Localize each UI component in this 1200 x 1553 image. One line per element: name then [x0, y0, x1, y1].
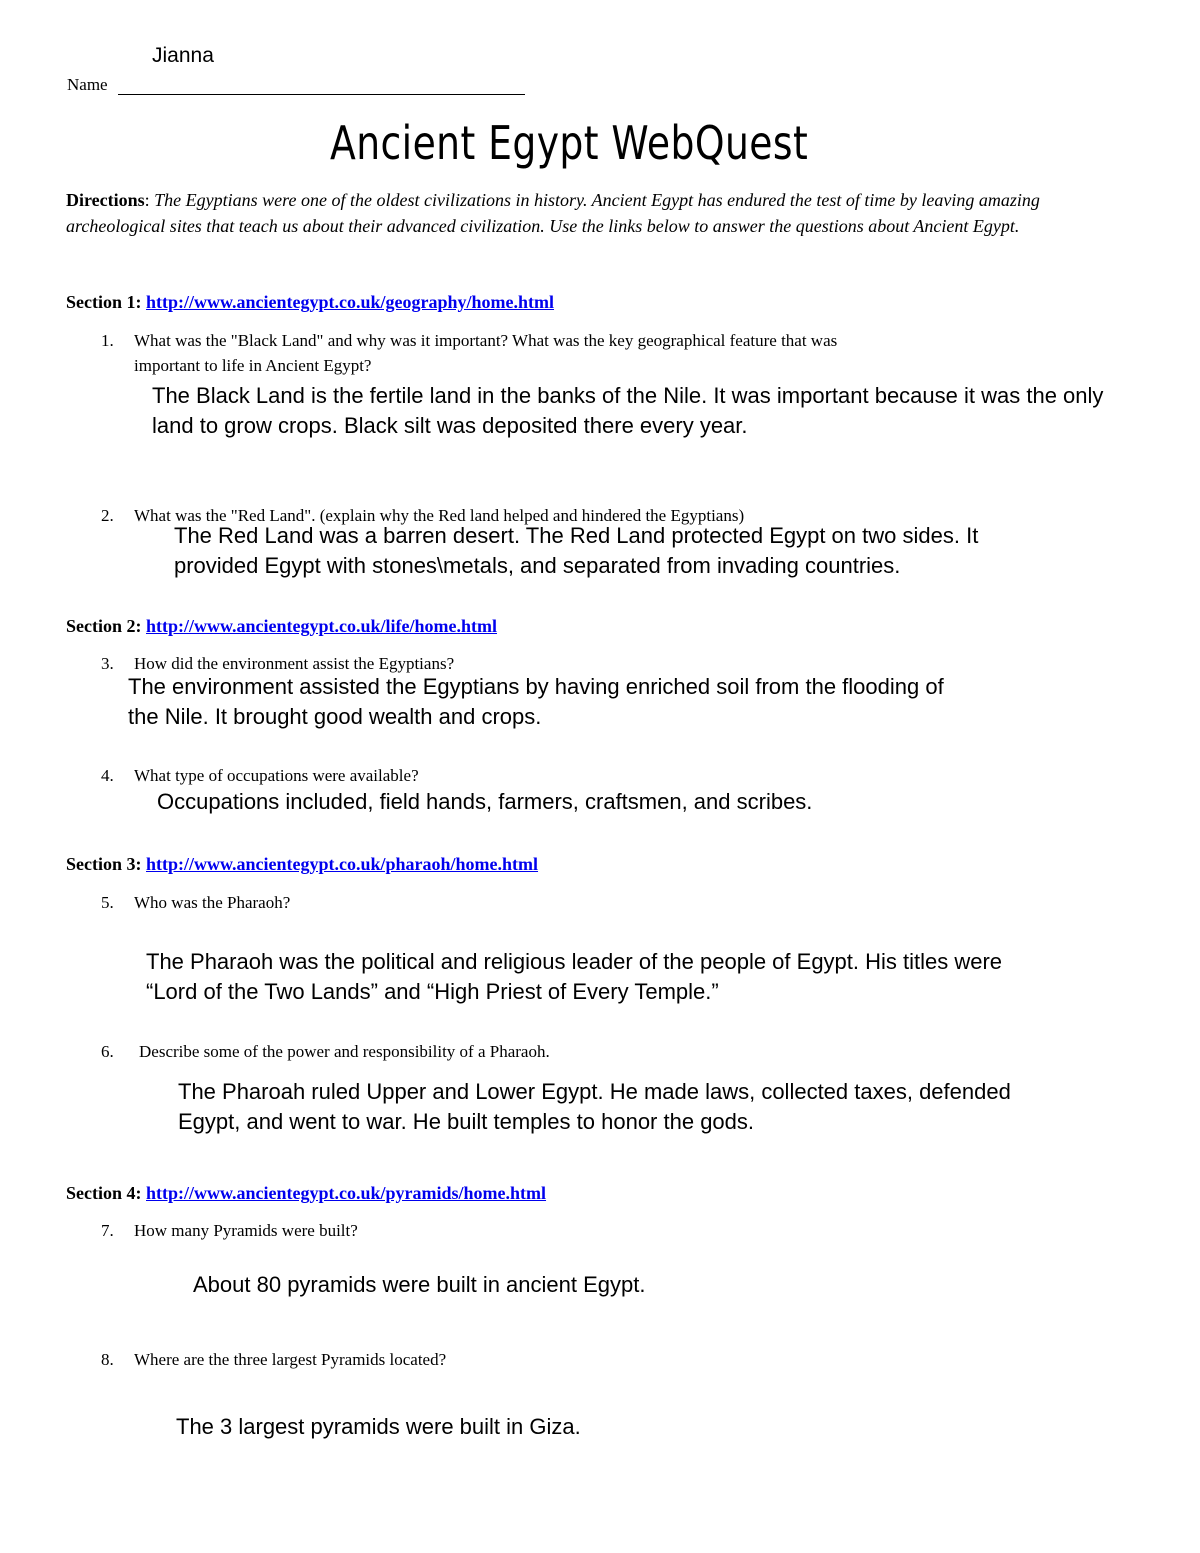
- question-text: How did the environment assist the Egyptians?: [134, 654, 455, 673]
- student-name: Jianna: [152, 44, 214, 67]
- name-label: Name: [67, 75, 108, 94]
- question-number: 7.: [101, 1221, 114, 1240]
- directions-text: The Egyptians were one of the oldest civilizations in history. Ancient Egypt has endured the test of time by leaving amazing archeological sites that teach us about their advanced civilization. Use the links below to answer the questions about Ancient Egypt.: [66, 190, 1040, 236]
- section-4-heading: [66, 1183, 546, 1204]
- question-text: Describe some of the power and responsibility of a Pharaoh.: [139, 1042, 550, 1061]
- question-number: 4.: [101, 766, 114, 785]
- question-text: What was the "Black Land" and why was it important? What was the key geographical feature that was: [134, 331, 838, 350]
- question-text: What type of occupations were available?: [134, 766, 419, 785]
- question-number: 8.: [101, 1350, 114, 1369]
- question-text: Where are the three largest Pyramids located?: [134, 1350, 447, 1369]
- section-label: Section 1:: [66, 292, 142, 312]
- name-line: [118, 94, 525, 95]
- section-link[interactable]: http://www.ancientegypt.co.uk/life/home.html: [146, 616, 497, 636]
- question-text: What was the "Red Land". (explain why the Red land helped and hindered the Egyptians): [134, 506, 745, 525]
- section-link[interactable]: http://www.ancientegypt.co.uk/pharaoh/home.html: [146, 854, 539, 874]
- question-text-cont: important to life in Ancient Egypt?: [134, 356, 372, 375]
- section-1-heading: [66, 292, 554, 313]
- question-number: 6.: [101, 1042, 114, 1061]
- answer-text: The environment assisted the Egyptians by having enriched soil from the flooding of the Nile. It brought good wealth and crops.: [128, 674, 944, 729]
- answer-text: The 3 largest pyramids were built in Giza.: [176, 1414, 581, 1439]
- section-link[interactable]: http://www.ancientegypt.co.uk/geography/home.html: [146, 292, 555, 312]
- directions-label: Directions: [66, 190, 145, 210]
- section-label: Section 3:: [66, 854, 142, 874]
- section-3-heading: [66, 854, 538, 875]
- directions-block: Directions: The Egyptians were one of the oldest civilizations in history. Ancient Egypt has endured the test of time by leaving amazing archeological sites that teach us about their advanced civilization. Use the links below to answer the questions about Ancient Egypt.: [66, 190, 1040, 236]
- section-link[interactable]: http://www.ancientegypt.co.uk/pyramids/home.html: [146, 1183, 547, 1203]
- question-number: 2.: [101, 506, 114, 525]
- answer-text: The Red Land was a barren desert. The Red Land protected Egypt on two sides. It provided Egypt with stones\metals, and separated from invading countries.: [174, 523, 979, 578]
- page-title: Ancient Egypt WebQuest: [330, 116, 809, 170]
- question-number: 5.: [101, 893, 114, 912]
- section-label: Section 2:: [66, 616, 142, 636]
- answer-text: The Pharoah ruled Upper and Lower Egypt. He made laws, collected taxes, defended Egypt, and went to war. He built temples to honor the gods.: [178, 1079, 1011, 1134]
- question-number: 3.: [101, 654, 114, 673]
- section-label: Section 4:: [66, 1183, 142, 1203]
- answer-text: About 80 pyramids were built in ancient Egypt.: [193, 1272, 646, 1297]
- answer-text: The Black Land is the fertile land in the banks of the Nile. It was important because it was the only land to grow crops. Black silt was deposited there every year.: [152, 383, 1104, 438]
- question-text: How many Pyramids were built?: [134, 1221, 358, 1240]
- answer-text: The Pharaoh was the political and religious leader of the people of Egypt. His titles were “Lord of the Two Lands” and “High Priest of Every Temple.”: [146, 949, 1003, 1004]
- question-text: Who was the Pharaoh?: [134, 893, 291, 912]
- section-2-heading: [66, 616, 497, 637]
- answer-text: Occupations included, field hands, farmers, craftsmen, and scribes.: [157, 789, 813, 814]
- question-number: 1.: [101, 331, 114, 350]
